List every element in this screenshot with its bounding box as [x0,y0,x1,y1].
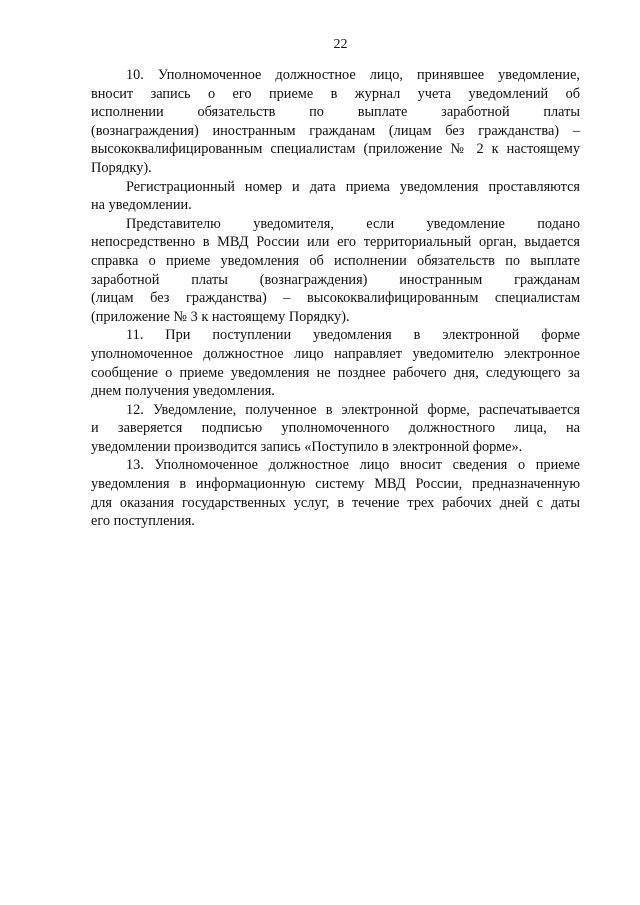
paragraph-12 [91,401,580,457]
text-line: 12. Уведомление, полученное в электронной форме, распечатывается [126,401,580,418]
text-line: и заверяется подписью уполномоченного должностного лица, на [91,420,580,437]
text-line: уведомления в информационную систему МВД России, предназначенную [91,476,580,493]
text-line: Порядку). [91,159,152,176]
text-line: (лицам без гражданства) – высококвалифицированным специалистам [91,290,580,307]
text-line: уведомлении производится запись «Поступило в электронной форме». [91,438,523,455]
paragraph-13 [91,456,580,530]
text-line: на уведомлении. [91,197,192,214]
text-line: для оказания государственных услуг, в течение трех рабочих дней с даты [91,494,580,511]
document-body [91,66,580,531]
text-line: заработной платы (вознаграждения) иностранным гражданам [91,271,580,288]
text-line: 10. Уполномоченное должностное лицо, принявшее уведомление, [126,67,580,83]
paragraph-10 [91,66,580,178]
page-number: 22 [333,37,348,52]
text-line: справка о приеме уведомления об исполнении обязательств по выплате [91,252,580,269]
text-line: (приложение № 3 к настоящему Порядку). [91,308,350,325]
text-line: исполнении обязательств по выплате заработной платы [91,104,580,121]
text-line: вносит запись о его приеме в журнал учета уведомлений об [91,85,580,102]
text-line: 13. Уполномоченное должностное лицо вносит сведения о приеме [126,457,580,474]
paragraph-11 [91,326,580,400]
text-line: 11. При поступлении уведомления в электронной форме [126,327,580,344]
text-line: его поступления. [91,513,195,530]
text-line: Регистрационный номер и дата приема уведомления проставляются [126,178,580,195]
text-line: (вознаграждения) иностранным гражданам (лицам без гражданства) – [91,122,580,139]
text-line: непосредственно в МВД России или его территориальный орган, выдается [91,234,580,251]
text-line: сообщение о приеме уведомления не позднее рабочего дня, следующего за [91,364,580,381]
text-line: днем получения уведомления. [91,383,275,400]
text-line: высококвалифицированным специалистам (приложение № 2 к настоящему [91,141,580,158]
text-line: Представителю уведомителя, если уведомление подано [126,215,580,232]
text-line: уполномоченное должностное лицо направляет уведомителю электронное [91,345,580,362]
paragraph-representative [91,215,580,327]
paragraph-registration [91,178,580,215]
